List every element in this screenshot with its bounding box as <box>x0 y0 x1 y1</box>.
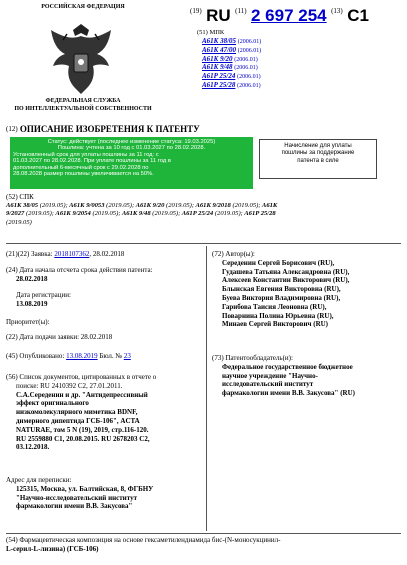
mpk-item: A61P 25/24 (2006.01) <box>202 72 261 81</box>
authors-list <box>212 259 402 329</box>
authors-block: (72) Автор(ы): Середенин Сергей Борисович (RU), Гудашева Татьяна Александровна (RU), Алексеев Константин Викторович (RU), Блынская Евгения Викторовна (RU), Буева Виктория Владимировна (RU), Гарибова Таисия Леоновна (RU), Поварнина Полина Юрьевна (RU), Минаев Сергей Викторович (RU) <box>212 250 402 329</box>
author: Поварнина Полина Юрьевна (RU), <box>222 311 334 320</box>
patent-owner-block: (73) Патентообладатель(и): Федеральное государственное бюджетное научное учреждение "Научно- исследовательский институт фармакологии имени В.В. Закусова" (RU) <box>212 354 355 398</box>
mpk-code-link[interactable]: A61K 9/48 <box>202 63 233 72</box>
country-code: RU <box>206 6 231 25</box>
author: Буева Виктория Владимировна (RU), <box>222 293 341 302</box>
spk-section <box>6 193 401 227</box>
author: Гарибова Таисия Леоновна (RU), <box>222 302 327 311</box>
priority-label: Приоритет(ы): <box>6 318 50 326</box>
bulletin-number-link[interactable]: 23 <box>123 352 131 360</box>
mpk-item: A61K 47/00 (2006.01) <box>202 45 262 54</box>
status-fee-line: Пошлина: учтена за 10 год с 01.03.2027 по 28.02.2028. <box>57 145 206 152</box>
spk-title: (52) СПК <box>6 193 34 201</box>
application-number-link[interactable]: 2018107362 <box>54 250 90 258</box>
spk-codes-line: A61K 38/05 (2019.05); A61K 9/0053 (2019.05); A61K 9/20 (2019.05); A61K 9/2018 (2019.05); A61K <box>6 201 278 209</box>
application-info: (21)(22) Заявка: 2018107362, 28.02.2018 <box>6 250 125 258</box>
mpk-code-link[interactable]: A61K 9/20 <box>202 54 233 63</box>
cited-documents: (56) Список документов, цитированных в отчете о поиске: RU 2410392 C2, 27.01.2011. С.А.Середенин и др. "Антидепрессивный эффект оригинального низкомолекулярного миметика BDNF, димерного дипептида ГСБ-106", ACTA NATURAE, том 5 N (19), 2019, стр.116-120. RU 2559880 C1, 20.08.2015. RU 2678203 C2, 03.12.2018. <box>6 373 204 452</box>
cited-list: С.А.Середенин и др. "Антидепрессивный эффект оригинального низкомолекулярного миметика BDNF, димерного дипептида ГСБ-106", ACTA NATURAE, том 5 N (19), 2019, стр.116-120. RU 2559880 C1, 20.08.2015. RU 2678203 C2, 03.12.2018. <box>16 390 150 452</box>
status-line: Статус: действует (последнее изменение статуса: 19.03.2025) <box>47 139 216 145</box>
mpk-code-link[interactable]: A61P 25/24 <box>202 72 236 81</box>
publication-info: (45) Опубликовано: 13.08.2019 Бюл. № 23 <box>6 352 131 360</box>
mpk-list <box>202 38 261 91</box>
patent-number-link[interactable]: 2 697 254 <box>251 6 327 25</box>
mpk-item: A61K 9/20 (2006.01) <box>202 54 258 63</box>
mpk-item: A61K 38/05 (2006.01) <box>202 37 262 45</box>
mpk-title: (51) МПК <box>197 29 225 36</box>
author: Гудашева Татьяна Александровна (RU), <box>222 267 350 276</box>
divider <box>6 533 401 534</box>
mpk-code-link[interactable]: A61K 47/00 <box>202 45 237 54</box>
filing-date: (22) Дата подачи заявки: 28.02.2018 <box>6 333 113 341</box>
author: Минаев Сергей Викторович (RU) <box>222 320 329 329</box>
registration-date-block: Дата регистрации: 13.08.2019 <box>16 291 71 308</box>
publication-date-link[interactable]: 13.08.2019 <box>66 352 98 360</box>
country-name: РОССИЙСКАЯ ФЕДЕРАЦИЯ <box>41 4 125 10</box>
mpk-item: A61K 9/48 (2006.01) <box>202 63 258 72</box>
mpk-code-link[interactable]: A61K 38/05 <box>202 37 237 45</box>
author: Середенин Сергей Борисович (RU), <box>222 258 335 267</box>
status-box: Статус: действует (последнее изменение статуса: 19.03.2025) Пошлина: учтена за 10 год с 01.03.2027 по 28.02.2028. Установленный срок для уплаты пошлины за 11 год: с 01.03.2027 по 28.02.2028. При уплате пошлины за 11 год в дополнительный 6-месячный срок с 29.02.2028 по 28.08.2028 размер пошлины увеличивается на 50%. <box>10 137 253 189</box>
mpk-item: A61P 25/28 (2006.01) <box>202 80 261 89</box>
correspondence-address: Адрес для переписки: 125315, Москва, ул. Балтийская, 8, ФГБНУ "Научно-исследовательский институт фармакологии имени В.В. Закусова" <box>6 476 154 511</box>
agency-name: ФЕДЕРАЛЬНАЯ СЛУЖБА ПО ИНТЕЛЛЕКТУАЛЬНОЙ СОБСТВЕННОСТИ <box>14 98 152 112</box>
document-title: $^{(12)}$ ОПИСАНИЕ ИЗОБРЕТЕНИЯ К ПАТЕНТУ <box>6 124 200 134</box>
column-divider <box>206 246 207 531</box>
invention-title: (54) Фармацевтическая композиция на основе гексаметилендиамида бис-(N-моносукцинил- L-серил-L-лизина) (ГСБ-106) <box>6 536 281 553</box>
patent-number-line: $^{(19)}$ RU $^{(11)}$ 2 697 254 $^{(13)}$ C1 <box>190 6 369 25</box>
coat-of-arms-emblem-icon <box>43 20 119 98</box>
spk-codes-line: (2019.05) <box>6 218 32 226</box>
start-date-block: (24) Дата начала отсчета срока действия патента: 28.02.2018 <box>6 266 153 283</box>
author: Алексеев Константин Викторович (RU), <box>222 276 350 285</box>
kind-code: C1 <box>347 6 369 25</box>
mpk-code-link[interactable]: A61P 25/28 <box>202 80 236 89</box>
author: Блынская Евгения Викторовна (RU), <box>222 285 341 294</box>
fee-notice-box: Начисление для уплаты пошлины за поддержание патента в силе <box>259 139 377 179</box>
spk-codes-line: 9/2027 (2019.05); A61K 9/2054 (2019.05); A61K 9/48 (2019.05); A61P 25/24 (2019.05); A61P 25/28 <box>6 210 276 217</box>
divider <box>6 243 401 244</box>
